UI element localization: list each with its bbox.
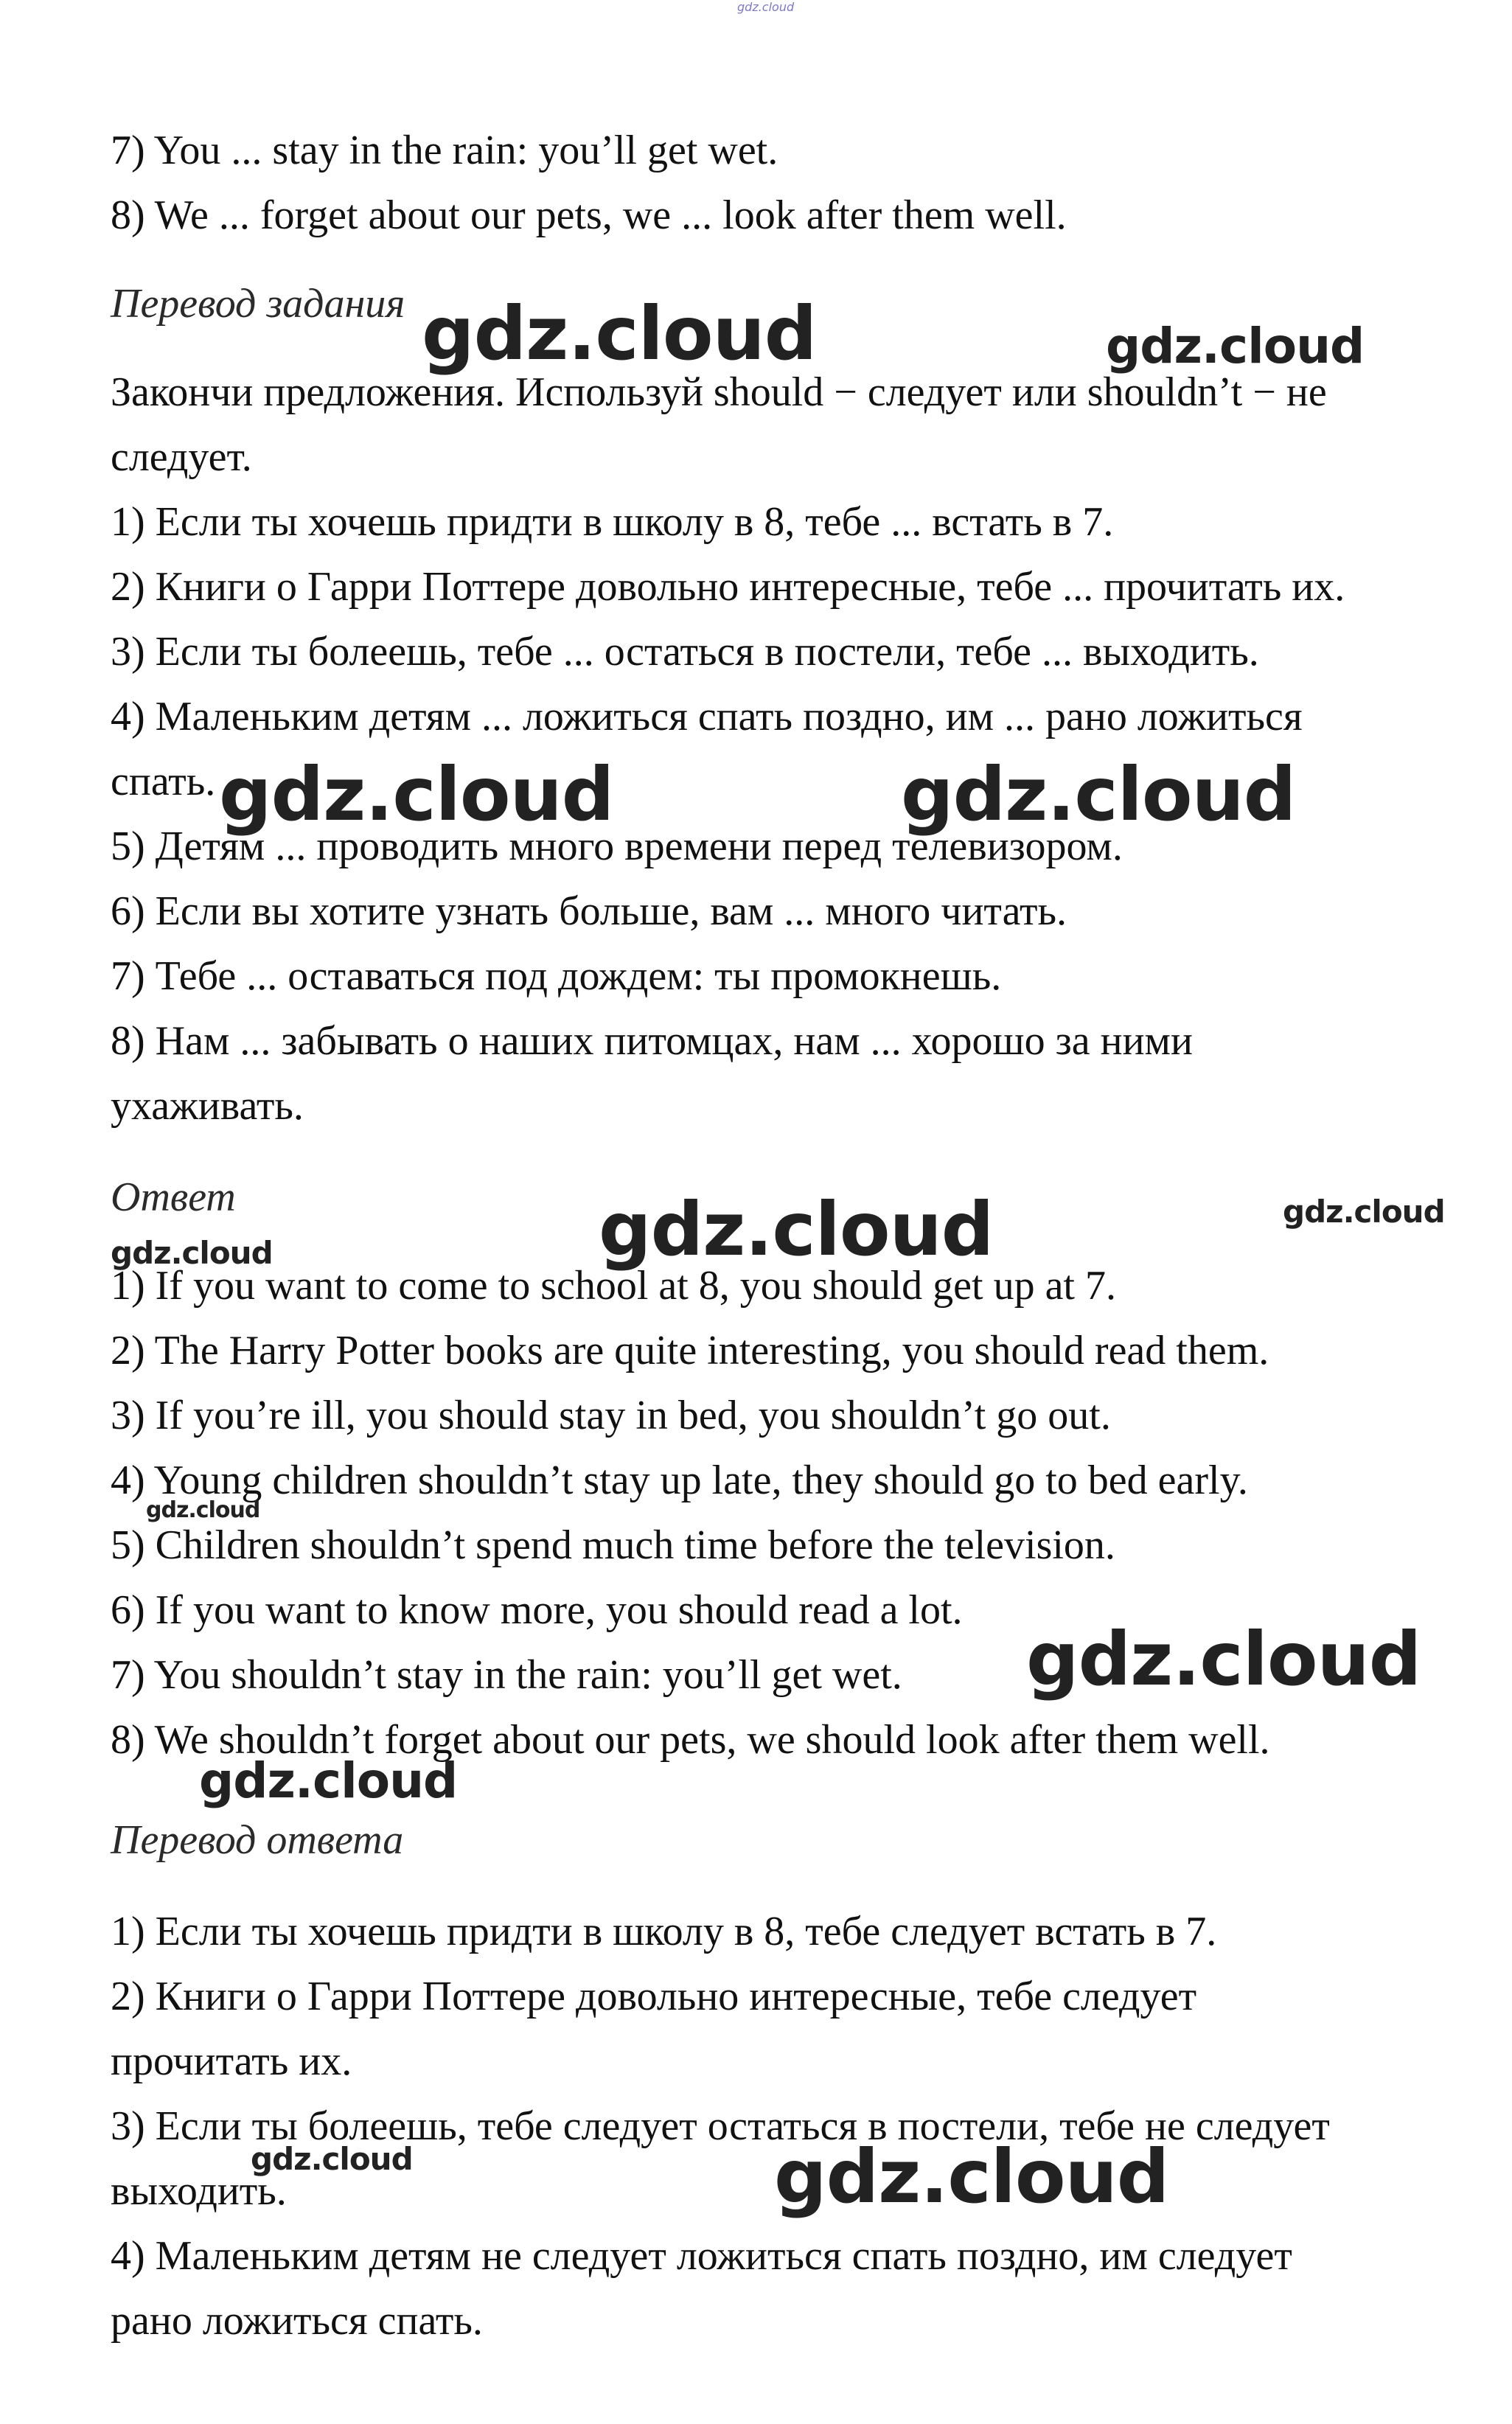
task-translation-line: 8) Нам ... забывать о наших питомцах, нам ... хорошо за ними [111,1018,1193,1064]
watermark: gdz.cloud [599,1186,994,1272]
exercise-line-8: 8) We ... forget about our pets, we ... look after them well. [111,192,1067,238]
task-translation-line: ухаживать. [111,1083,304,1129]
answer-translation-heading: Перевод ответа [111,1817,404,1863]
answer-line: 7) You shouldn’t stay in the rain: you’ll get wet. [111,1652,902,1698]
task-translation-line: 4) Маленьким детям ... ложиться спать поздно, им ... рано ложиться [111,694,1303,739]
watermark: gdz.cloud [1106,318,1365,375]
task-translation-line: Закончи предложения. Используй should − следует или shouldn’t − не [111,369,1327,415]
task-translation-line: 3) Если ты болеешь, тебе ... остаться в постели, тебе ... выходить. [111,629,1259,675]
answer-line: 4) Young children shouldn’t stay up late, they should go to bed early. [111,1457,1248,1503]
exercise-line-7: 7) You ... stay in the rain: you’ll get wet. [111,128,778,173]
watermark: gdz.cloud [146,1497,260,1523]
answer-translation-line: прочитать их. [111,2038,352,2084]
answer-translation-line: выходить. [111,2168,287,2214]
task-translation-heading: Перевод задания [111,281,405,327]
answer-translation-line: 4) Маленьким детям не следует ложиться спать поздно, им следует [111,2233,1292,2279]
watermark: gdz.cloud [1026,1616,1421,1702]
watermark: gdz.cloud [219,751,614,837]
answer-line: 5) Children shouldn’t spend much time before the television. [111,1522,1115,1568]
answer-line: 2) The Harry Potter books are quite interesting, you should read them. [111,1328,1269,1373]
answer-line: 6) If you want to know more, you should read a lot. [111,1587,963,1633]
task-translation-line: спать. [111,759,216,804]
answer-translation-line: 1) Если ты хочешь придти в школу в 8, тебе следует встать в 7. [111,1909,1217,1954]
task-translation-line: 7) Тебе ... оставаться под дождем: ты промокнешь. [111,953,1002,999]
task-translation-line: 6) Если вы хотите узнать больше, вам ... много читать. [111,888,1067,934]
top-watermark: gdz.cloud [737,0,795,14]
answer-translation-line: 3) Если ты болеешь, тебе следует остаться в постели, тебе не следует [111,2103,1330,2149]
watermark: gdz.cloud [199,1752,458,1809]
task-translation-line: 5) Детям ... проводить много времени перед телевизором. [111,823,1123,869]
watermark: gdz.cloud [251,2141,413,2177]
answer-line: 8) We shouldn’t forget about our pets, we should look after them well. [111,1717,1270,1763]
answer-line: 1) If you want to come to school at 8, you should get up at 7. [111,1263,1116,1309]
task-translation-line: 1) Если ты хочешь придти в школу в 8, тебе ... встать в 7. [111,499,1114,545]
answer-translation-line: 2) Книги о Гарри Поттере довольно интересные, тебе следует [111,1974,1197,2019]
answer-heading: Ответ [111,1174,236,1220]
watermark: gdz.cloud [111,1235,273,1271]
answer-translation-line: рано ложиться спать. [111,2298,483,2344]
task-translation-line: следует. [111,434,252,480]
watermark: gdz.cloud [422,290,817,377]
answer-line: 3) If you’re ill, you should stay in bed, you shouldn’t go out. [111,1393,1111,1438]
task-translation-line: 2) Книги о Гарри Поттере довольно интересные, тебе ... прочитать их. [111,564,1345,610]
watermark: gdz.cloud [901,751,1296,837]
watermark: gdz.cloud [1283,1194,1445,1230]
watermark: gdz.cloud [774,2134,1169,2220]
